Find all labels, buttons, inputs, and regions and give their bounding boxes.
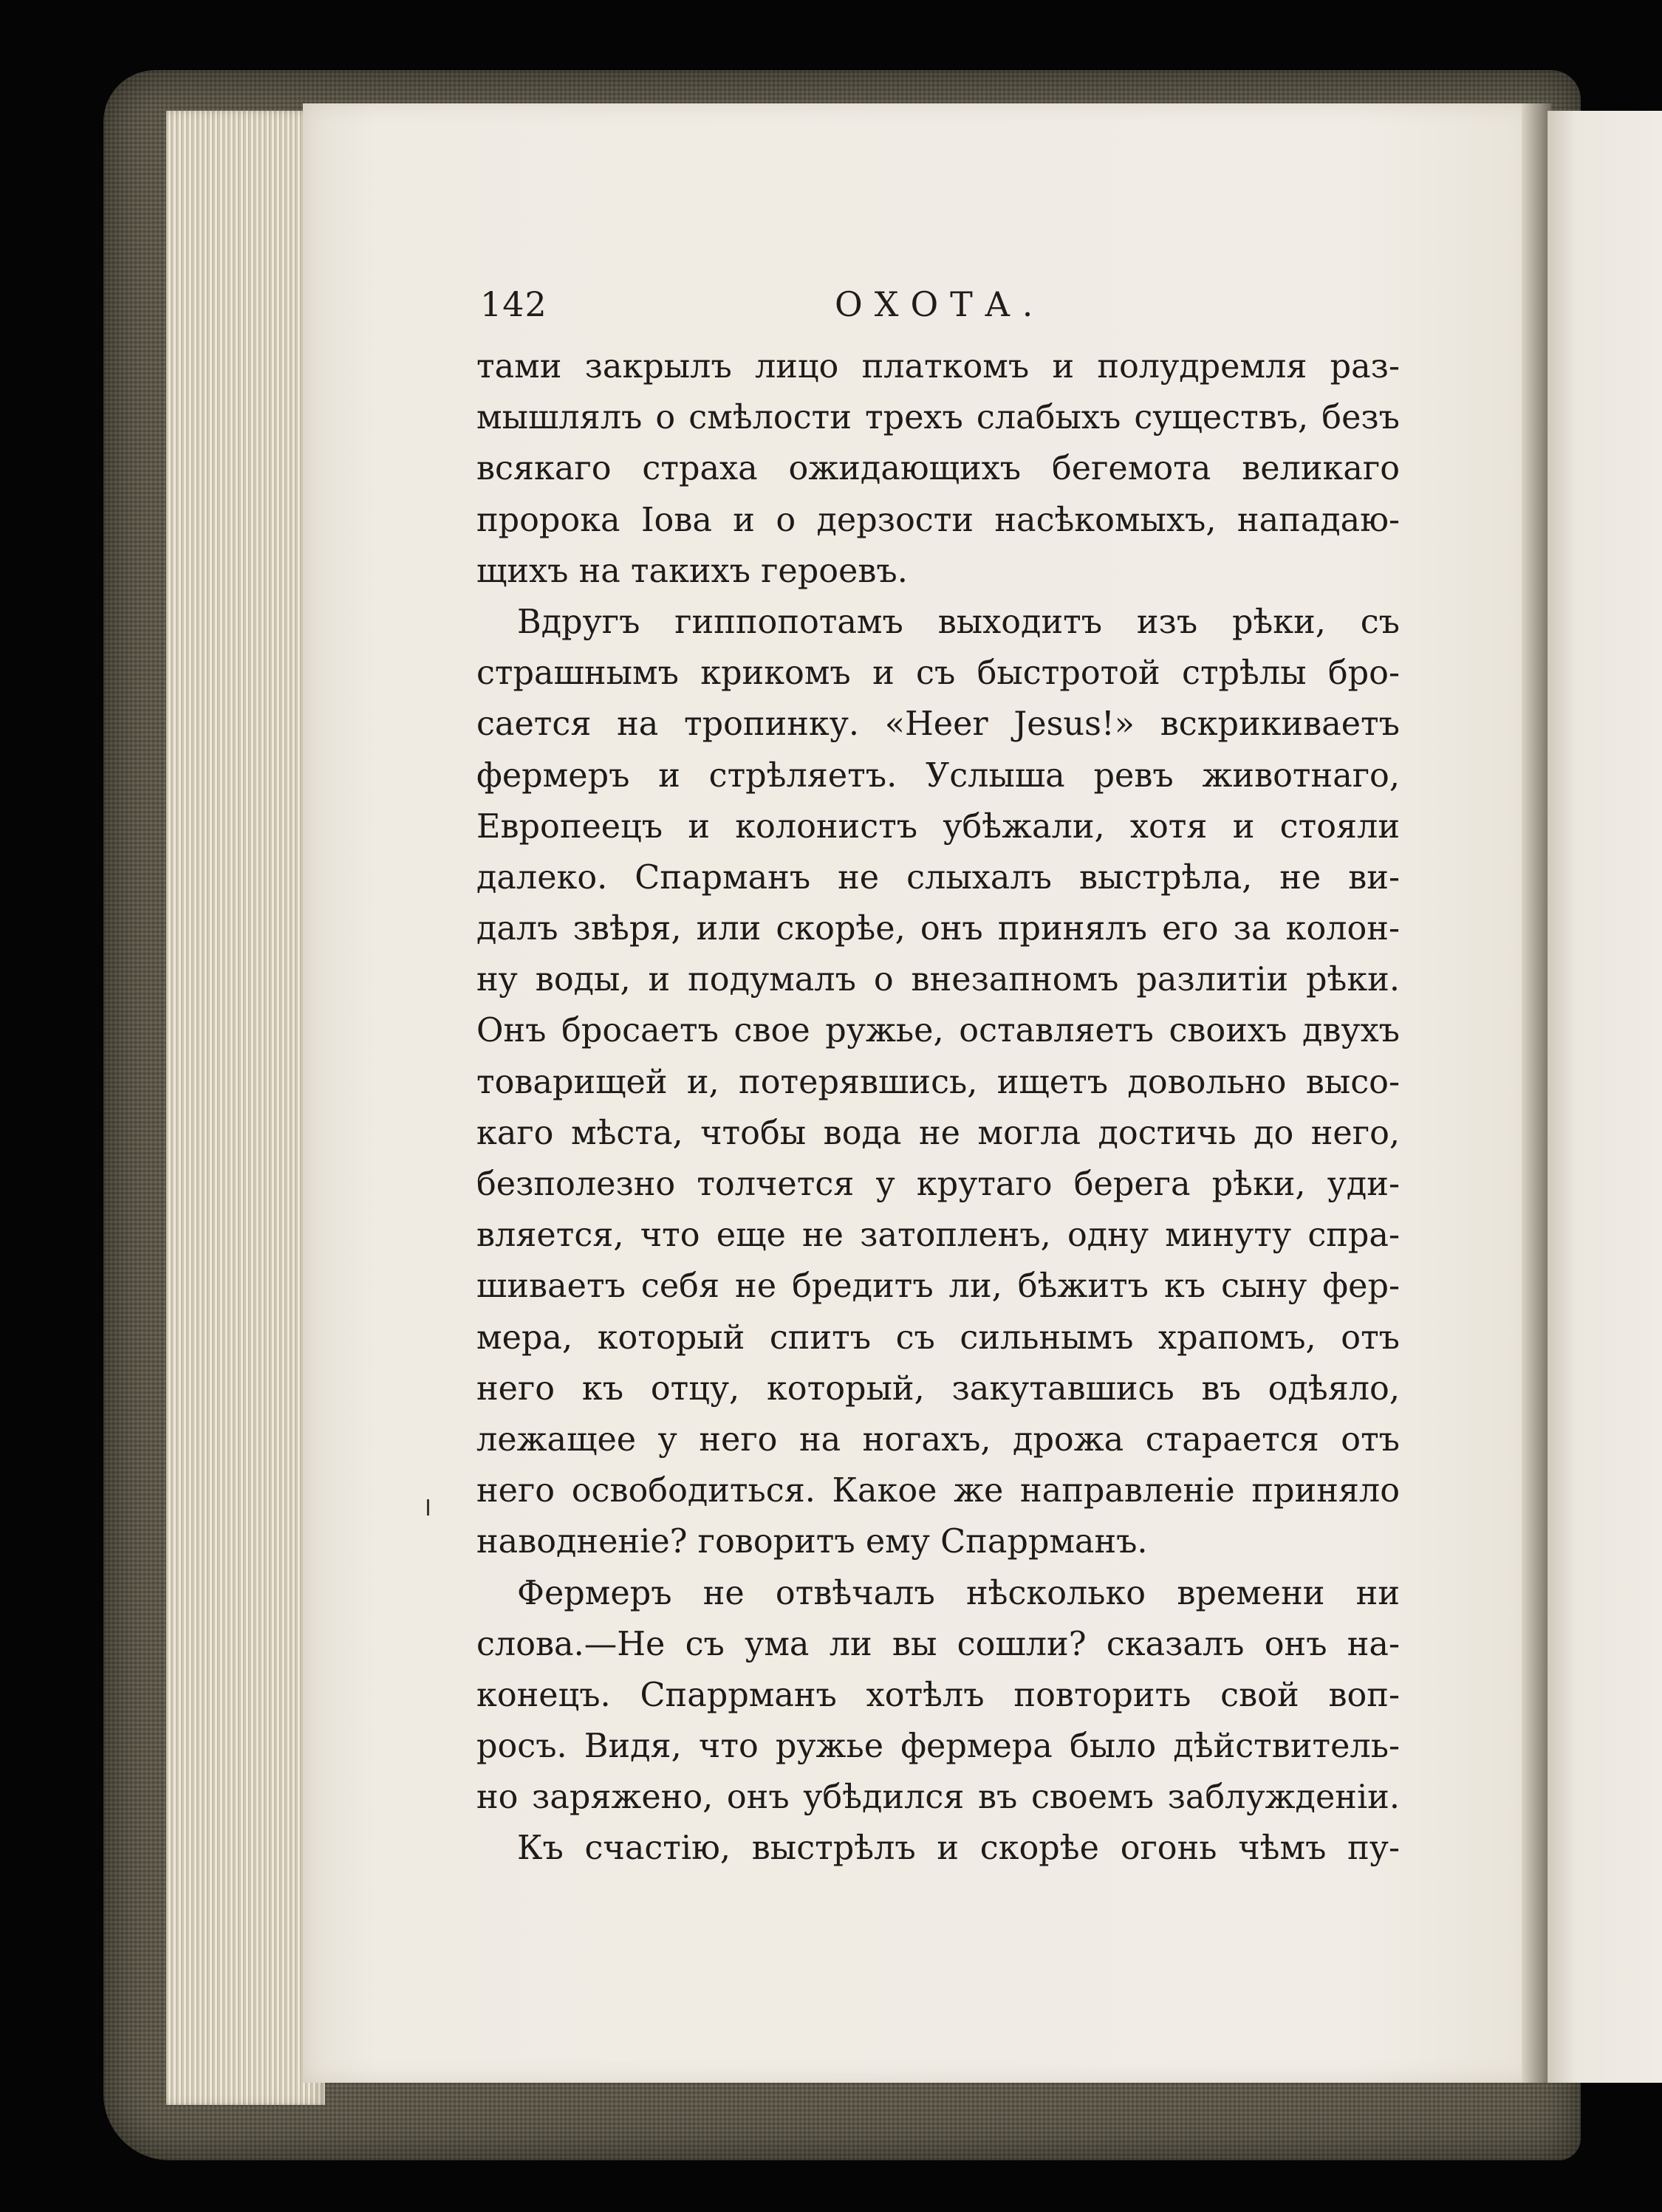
running-title: ОХОТА. — [835, 284, 1045, 324]
text-line: ну воды, и подумалъ о внезапномъ разлитіи рѣки. — [476, 961, 1400, 999]
text-line: Онъ бросаетъ свое ружье, оставляетъ своихъ двухъ — [476, 1012, 1400, 1050]
facing-page — [1548, 111, 1662, 2083]
text-line: шиваетъ себя не бредитъ ли, бѣжитъ къ сыну фер- — [476, 1267, 1400, 1306]
text-line: Къ счастію, выстрѣлъ и скорѣе огонь чѣмъ пу- — [517, 1829, 1400, 1868]
text-line: фермеръ и стрѣляетъ. Услыша ревъ животнаго, — [476, 756, 1400, 795]
text-line: него освободиться. Какое же направленіе приняло — [476, 1472, 1400, 1510]
text-line: но заряжено, онъ убѣдился въ своемъ заблужденіи. — [476, 1778, 1400, 1817]
text-line: лежащее у него на ногахъ, дрожа старается отъ — [476, 1420, 1400, 1459]
page-number: 142 — [480, 284, 547, 324]
text-line: мера, который спитъ съ сильнымъ храпомъ, отъ — [476, 1318, 1400, 1357]
text-line: слова.—Не съ ума ли вы сошли? сказалъ онъ на- — [476, 1625, 1400, 1663]
text-line: мышлялъ о смѣлости трехъ слабыхъ существъ, безъ — [476, 399, 1400, 437]
text-line: него къ отцу, который, закутавшись въ одѣяло, — [476, 1369, 1400, 1408]
text-line: сается на тропинку. «Heer Jesus!» вскрикиваетъ — [476, 705, 1400, 744]
running-head — [480, 284, 1426, 329]
text-line: далеко. Спарманъ не слыхалъ выстрѣла, не ви- — [476, 858, 1400, 897]
text-line: пророка Іова и о дерзости насѣкомыхъ, нападаю- — [476, 501, 1400, 539]
text-line: наводненіе? говоритъ ему Спаррманъ. — [476, 1523, 1148, 1561]
text-line: конецъ. Спаррманъ хотѣлъ повторить свой воп- — [476, 1676, 1400, 1714]
text-line: Вдругъ гиппопотамъ выходитъ изъ рѣки, съ — [517, 603, 1400, 641]
body-text — [476, 341, 1400, 1874]
page-edges — [166, 111, 325, 2105]
text-line: Фермеръ не отвѣчалъ нѣсколько времени ни — [517, 1574, 1400, 1612]
book-gutter — [1522, 103, 1551, 2083]
text-line: страшнымъ крикомъ и съ быстротой стрѣлы бро- — [476, 654, 1400, 693]
text-line: щихъ на такихъ героевъ. — [476, 552, 908, 590]
text-line: товарищей и, потерявшись, ищетъ довольно высо- — [476, 1063, 1400, 1101]
text-line: каго мѣста, чтобы вода не могла достичь до него, — [476, 1114, 1400, 1152]
text-line: Европеецъ и колонистъ убѣжали, хотя и стояли — [476, 807, 1400, 846]
text-line: далъ звѣря, или скорѣе, онъ принялъ его за колон- — [476, 910, 1400, 948]
margin-mark — [427, 1499, 429, 1516]
text-line: всякаго страха ожидающихъ бегемота великаго — [476, 450, 1400, 488]
text-line: тами закрылъ лицо платкомъ и полудремля раз- — [476, 348, 1400, 386]
text-line: вляется, что еще не затопленъ, одну минуту спра- — [476, 1216, 1400, 1255]
text-line: безполезно толчется у крутаго берега рѣки, уди- — [476, 1165, 1400, 1203]
text-line: росъ. Видя, что ружье фермера было дѣйствитель- — [476, 1728, 1400, 1766]
